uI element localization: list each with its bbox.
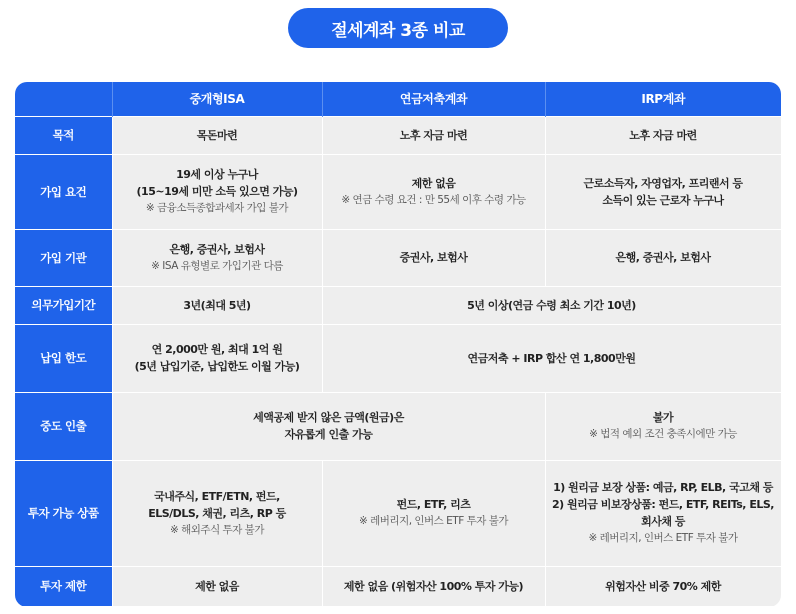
table-row bbox=[15, 324, 781, 392]
cell-purpose-isa: 목돈마련 bbox=[112, 116, 322, 154]
row-label-restriction: 투자 제한 bbox=[15, 566, 112, 606]
row-label-period: 의무가입기간 bbox=[15, 286, 112, 324]
cell-restriction-pension: 제한 없음 (위험자산 100% 투자 가능) bbox=[322, 566, 545, 606]
cell-products-pension: 펀드, ETF, 리츠 ※ 레버리지, 인버스 ETF 투자 불가 bbox=[322, 460, 545, 566]
table-row bbox=[15, 392, 781, 460]
row-label-institution: 가입 기관 bbox=[15, 229, 112, 286]
comparison-table bbox=[15, 82, 781, 607]
row-label-products: 투자 가능 상품 bbox=[15, 460, 112, 566]
table-row bbox=[15, 286, 781, 324]
cell-eligibility-isa: 19세 이상 누구나 (15~19세 미만 소득 있으면 가능) ※ 금융소득종합과세자 가입 불가 bbox=[112, 154, 322, 229]
table-row bbox=[15, 154, 781, 229]
cell-limit-isa: 연 2,000만 원, 최대 1억 원 (5년 납입기준, 납입한도 이월 가능) bbox=[112, 324, 322, 392]
cell-institution-irp: 은행, 증권사, 보험사 bbox=[545, 229, 781, 286]
cell-eligibility-irp: 근로소득자, 자영업자, 프리랜서 등 소득이 있는 근로자 누구나 bbox=[545, 154, 781, 229]
table-row bbox=[15, 229, 781, 286]
page-title: 절세계좌 3종 비교 bbox=[288, 8, 508, 48]
cell-restriction-irp: 위험자산 비중 70% 제한 bbox=[545, 566, 781, 606]
cell-institution-isa: 은행, 증권사, 보험사 ※ ISA 유형별로 가입기관 다름 bbox=[112, 229, 322, 286]
cell-period-pension-irp: 5년 이상(연금 수령 최소 기간 10년) bbox=[322, 286, 781, 324]
row-label-limit: 납입 한도 bbox=[15, 324, 112, 392]
cell-purpose-irp: 노후 자금 마련 bbox=[545, 116, 781, 154]
cell-products-isa: 국내주식, ETF/ETN, 펀드, ELS/DLS, 채권, 리츠, RP 등 ※ 해외주식 투자 불가 bbox=[112, 460, 322, 566]
table-row bbox=[15, 566, 781, 606]
row-label-withdrawal: 중도 인출 bbox=[15, 392, 112, 460]
table-row bbox=[15, 116, 781, 154]
header-row bbox=[15, 82, 781, 116]
cell-withdrawal-irp: 불가 ※ 법적 예외 조건 충족시에만 가능 bbox=[545, 392, 781, 460]
cell-purpose-pension: 노후 자금 마련 bbox=[322, 116, 545, 154]
cell-withdrawal-isa-pension: 세액공제 받지 않은 금액(원금)은 자유롭게 인출 가능 bbox=[112, 392, 545, 460]
cell-period-isa: 3년(최대 5년) bbox=[112, 286, 322, 324]
cell-eligibility-pension: 제한 없음 ※ 연금 수령 요건 : 만 55세 이후 수령 가능 bbox=[322, 154, 545, 229]
column-header-isa: 중개형ISA bbox=[112, 82, 322, 116]
cell-institution-pension: 증권사, 보험사 bbox=[322, 229, 545, 286]
cell-products-irp: 1) 원리금 보장 상품: 예금, RP, ELB, 국고채 등 2) 원리금 비보장상품: 펀드, ETF, REITs, ELS, 회사채 등 ※ 레버리지, 인버스 ETF 투자 불가 bbox=[545, 460, 781, 566]
column-header-irp: IRP계좌 bbox=[545, 82, 781, 116]
header-corner bbox=[15, 82, 112, 116]
cell-restriction-isa: 제한 없음 bbox=[112, 566, 322, 606]
table-row bbox=[15, 460, 781, 566]
row-label-eligibility: 가입 요건 bbox=[15, 154, 112, 229]
row-label-purpose: 목적 bbox=[15, 116, 112, 154]
cell-limit-pension-irp: 연금저축 + IRP 합산 연 1,800만원 bbox=[322, 324, 781, 392]
column-header-pension: 연금저축계좌 bbox=[322, 82, 545, 116]
